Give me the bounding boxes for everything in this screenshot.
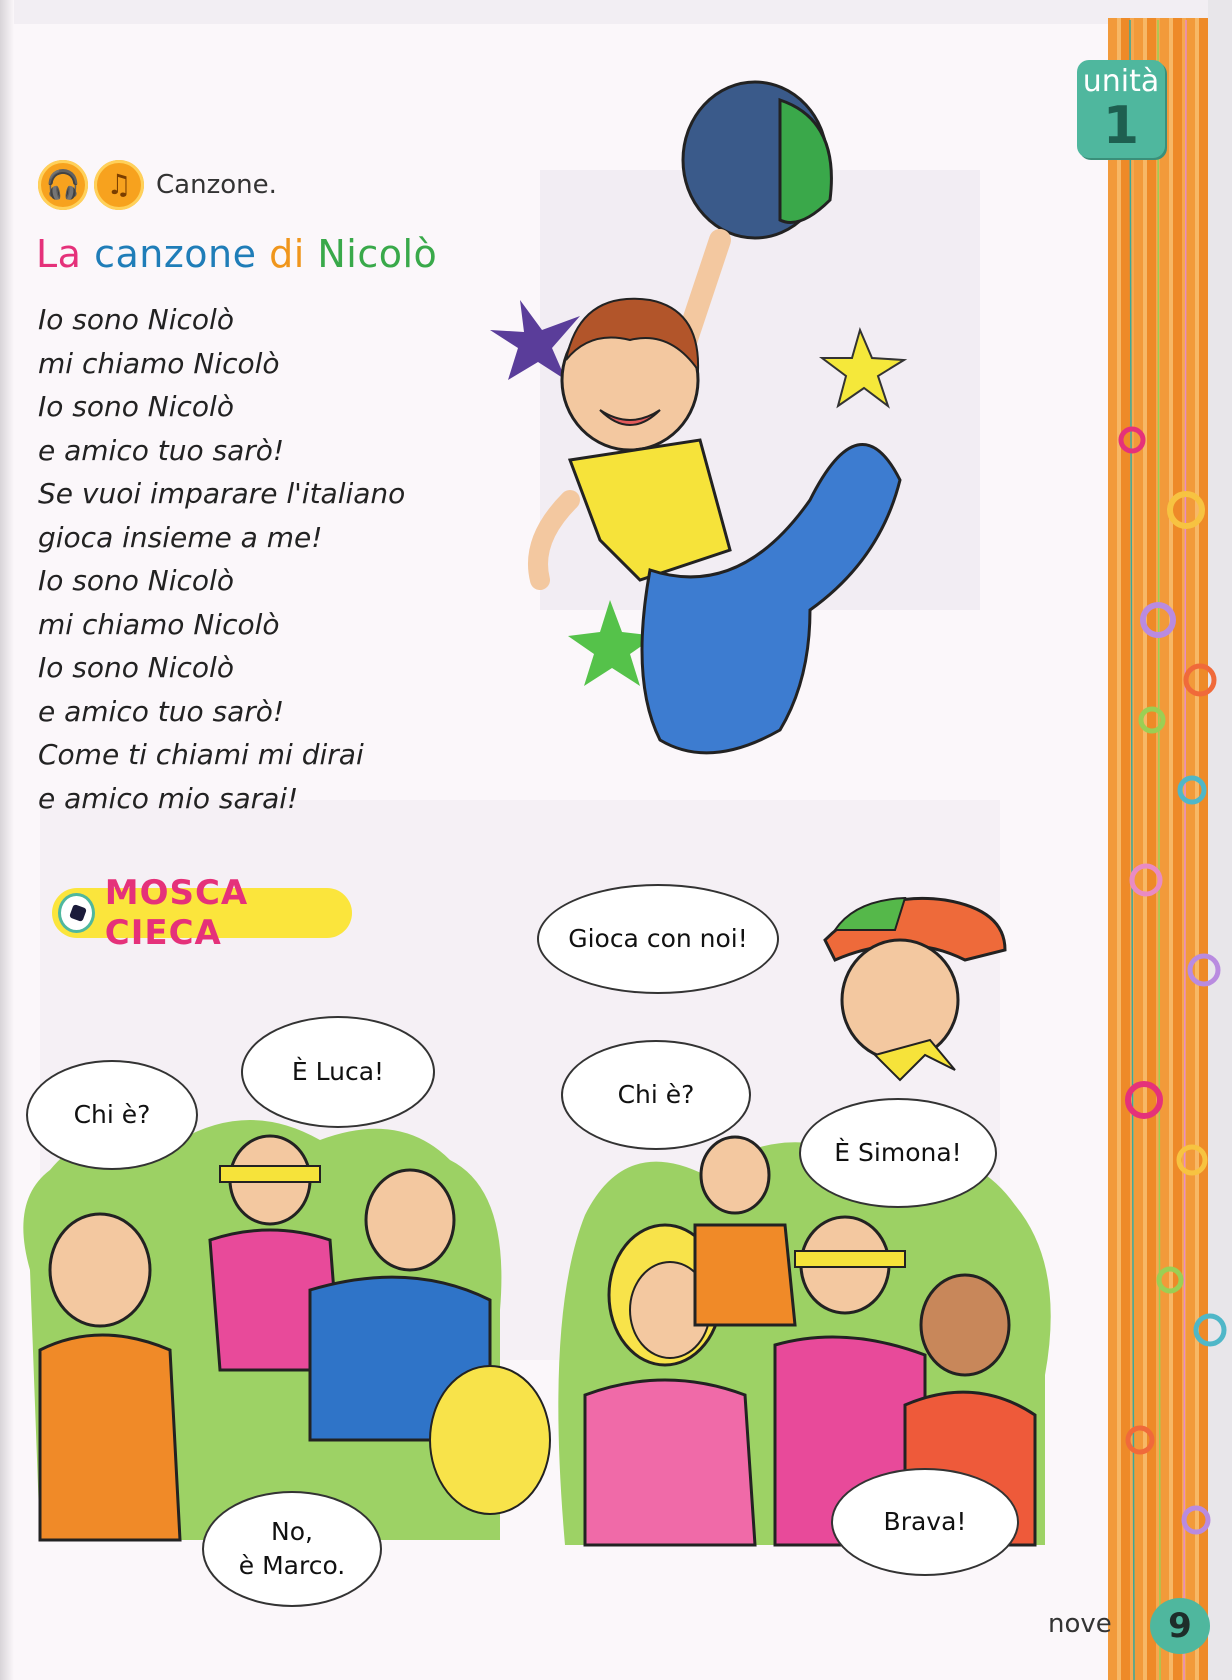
left-group-illustration bbox=[10, 1110, 530, 1540]
bubble-text: è Marco. bbox=[238, 1551, 346, 1580]
boy-center-head bbox=[366, 1170, 454, 1270]
nicolo-head-illustration bbox=[815, 890, 1015, 1080]
song-lyrics bbox=[38, 298, 458, 820]
decorative-bead-strings bbox=[1100, 20, 1230, 1680]
lyric-line: mi chiamo Nicolò bbox=[38, 346, 280, 380]
bubble-text: È Luca! bbox=[291, 1057, 385, 1086]
speech-bubble-simona bbox=[799, 1098, 997, 1208]
title-word: La bbox=[36, 232, 82, 276]
lyric-line: e amico tuo sarò! bbox=[38, 433, 285, 467]
page-number: 9 bbox=[1168, 1606, 1192, 1646]
page-number-badge bbox=[1150, 1598, 1210, 1654]
lyric-line: Se vuoi imparare l'italiano bbox=[38, 477, 406, 510]
lyric-line: Io sono Nicolò bbox=[38, 651, 234, 684]
unit-label: unità bbox=[1082, 64, 1160, 99]
bubble-text: Gioca con noi! bbox=[568, 924, 748, 953]
lyric-line: e amico mio sarai! bbox=[38, 781, 299, 815]
lyric-line: Io sono Nicolò bbox=[38, 303, 234, 336]
boy-glasses-head bbox=[921, 1275, 1009, 1375]
activity-heading bbox=[38, 158, 277, 212]
headphones-icon: 🎧 bbox=[38, 160, 88, 210]
lyric-line: Io sono Nicolò bbox=[38, 564, 234, 597]
bubble-text: Chi è? bbox=[617, 1080, 695, 1109]
yellow-star-icon bbox=[822, 330, 904, 406]
heading-label: Canzone. bbox=[156, 170, 277, 200]
speech-bubble-gioca bbox=[537, 884, 779, 994]
speech-bubble-luca bbox=[241, 1016, 435, 1128]
lyric-line: mi chiamo Nicolò bbox=[38, 607, 280, 641]
speech-bubble-chi-left bbox=[26, 1060, 198, 1170]
title-word: Nicolò bbox=[317, 232, 438, 276]
speech-bubble-no-marco bbox=[202, 1491, 382, 1607]
unit-number: 1 bbox=[1102, 96, 1140, 156]
speech-bubble-brava bbox=[831, 1468, 1019, 1576]
bubble-text: No, bbox=[271, 1517, 313, 1546]
bubble-text: Brava! bbox=[883, 1507, 967, 1536]
song-title bbox=[36, 232, 437, 276]
game-title: MOSCA CIECA bbox=[104, 873, 249, 953]
lyric-line: e amico tuo sarò! bbox=[38, 694, 285, 728]
lyric-line: gioca insieme a me! bbox=[38, 520, 323, 554]
yellow-shirt bbox=[570, 440, 730, 580]
unit-tab bbox=[1077, 60, 1165, 158]
lyric-line: Come ti chiami mi dirai bbox=[38, 738, 364, 771]
title-word: di bbox=[269, 232, 305, 276]
bubble-text: È Simona! bbox=[834, 1138, 962, 1167]
lyric-line: Io sono Nicolò bbox=[38, 390, 234, 423]
music-note-icon: ♫ bbox=[94, 160, 144, 210]
boy-back-head bbox=[701, 1137, 769, 1213]
orange-shirt bbox=[40, 1335, 180, 1540]
jumping-boy-illustration bbox=[480, 80, 1000, 800]
title-word: canzone bbox=[94, 232, 257, 276]
speech-bubble-chi-right bbox=[561, 1040, 751, 1150]
blonde-girl bbox=[430, 1366, 550, 1514]
bubble-text: Chi è? bbox=[73, 1100, 151, 1129]
game-label bbox=[52, 873, 352, 953]
soccer-ball-icon bbox=[58, 893, 95, 933]
page-number-word: nove bbox=[1048, 1609, 1112, 1639]
boy-left-head bbox=[50, 1214, 150, 1326]
